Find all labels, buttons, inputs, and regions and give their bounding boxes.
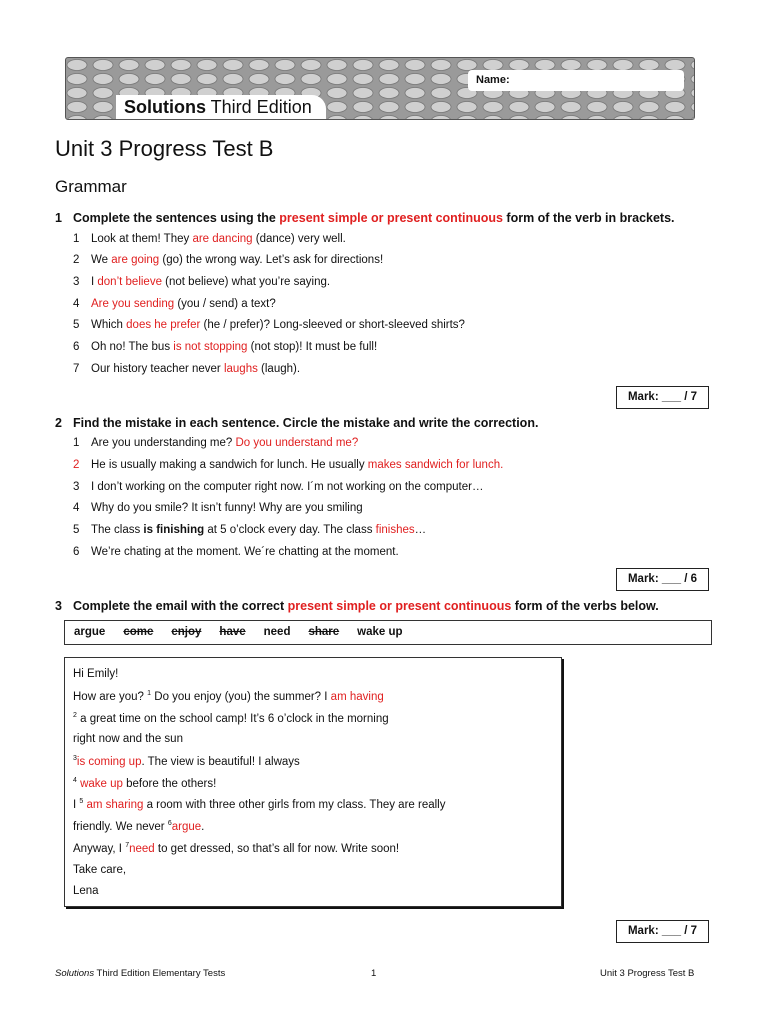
word-option: wake up [357,626,403,638]
q2-item: 2 He is usually making a sandwich for lunch. He usually makes sandwich for lunch. [73,459,504,471]
page-number: 1 [371,968,377,979]
email-greeting: Hi Emily! [73,668,119,680]
section-heading: Grammar [55,177,127,196]
question-2-heading: 2 Find the mistake in each sentence. Circle the mistake and write the correction. [55,416,539,430]
mark-box-q3[interactable]: Mark: ___ / 7 [616,920,709,943]
brand-logo: Solutions Third Edition [116,95,326,119]
email-signature: Lena [73,885,99,897]
q1-item: 4 Are you sending (you / send) a text? [73,298,276,310]
email-line: $^4$ wake up before the others! [73,777,217,790]
word-option: argue [74,626,106,638]
email-line: right now and the sun [73,733,183,745]
word-option: need [263,626,291,638]
question-3-heading: 3 Complete the email with the correct present simple or present continuous form of the verbs below. [55,599,659,613]
page-title: Unit 3 Progress Test B [55,136,274,161]
email-line: $^2$ a great time on the school camp! It’s 6 o’clock in the morning [73,712,389,725]
question-1-heading: 1 Complete the sentences using the present simple or present continuous form of the verb in brackets. [55,211,675,225]
q2-item: 6 We’re chating at the moment. We´re chatting at the moment. [73,546,399,558]
word-box [64,620,712,645]
email-line: $^3$is coming up. The view is beautiful! I always [73,755,300,768]
q1-item: 7 Our history teacher never laughs (laugh). [73,363,301,375]
name-field[interactable]: Name: [468,70,684,91]
email-line: How are you? $^1$ Do you enjoy (you) the summer? I am having [73,690,384,703]
email-line: I $^5$ am sharing a room with three other girls from my class. They are really [73,798,446,811]
q2-item: 5 The class is finishing at 5 o’clock every day. The class finishes… [73,524,427,536]
word-option: come [123,626,154,638]
word-option: have [219,626,246,638]
q2-item: 3 I don’t working on the computer right now. I´m not working on the computer… [73,481,484,493]
word-option: enjoy [171,626,202,638]
q1-item: 6 Oh no! The bus is not stopping (not stop)! It must be full! [73,341,378,353]
mark-box-q2[interactable]: Mark: ___ / 6 [616,568,709,591]
header-banner [65,57,695,120]
q1-item: 5 Which does he prefer (he / prefer)? Long-sleeved or short-sleeved shirts? [73,319,465,331]
word-option: share [308,626,340,638]
footer-left: Solutions Third Edition Elementary Tests [55,968,226,979]
q1-item: 2 We are going (go) the wrong way. Let’s ask for directions! [73,254,384,266]
footer-right: Unit 3 Progress Test B [600,968,695,979]
email-line: friendly. We never $^6$argue. [73,820,205,833]
q1-item: 3 I don’t believe (not believe) what you’re saying. [73,276,331,288]
mark-box-q1[interactable]: Mark: ___ / 7 [616,386,709,409]
q2-item: 4 Why do you smile? It isn’t funny! Why are you smiling [73,502,363,514]
email-line: Anyway, I $^7$need to get dressed, so that’s all for now. Write soon! [73,842,400,855]
email-line: Take care, [73,864,127,876]
q2-item: 1 Are you understanding me? Do you understand me? [73,437,359,449]
q1-item: 1 Look at them! They are dancing (dance) very well. [73,233,346,245]
